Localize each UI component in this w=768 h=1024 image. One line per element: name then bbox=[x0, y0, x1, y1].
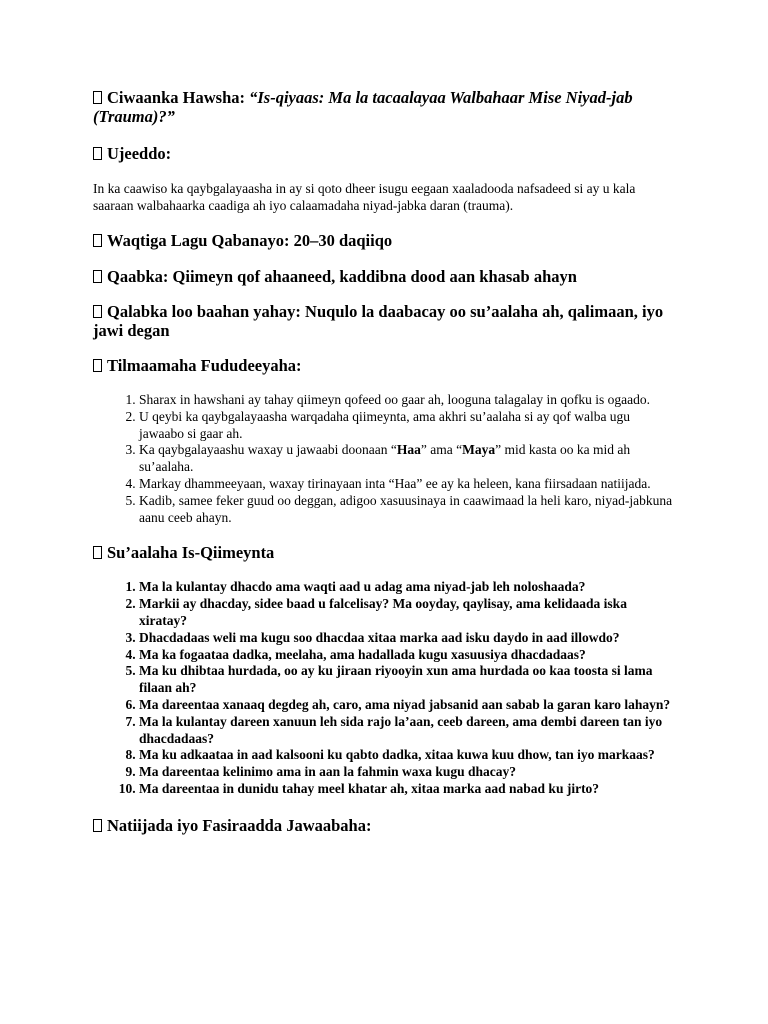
list-item: 5. Kadib, samee feker guud oo deggan, adigoo xasuusinaya in caawimaad la heli karo, niyad-jabkuna aanu ceeb ahayn. bbox=[139, 493, 676, 527]
type-heading: Qaabka: Qiimeyn qof ahaaneed, kaddibna dood aan khasab ahayn bbox=[93, 267, 676, 286]
results-heading: Natiijada iyo Fasiraadda Jawaabaha: bbox=[93, 816, 676, 835]
time-heading: Waqtiga Lagu Qabanayo: 20–30 daqiiqo bbox=[93, 231, 676, 250]
instructions-list bbox=[93, 392, 676, 526]
list-item: 4. Markay dhammeeyaan, waxay tirinayaan inta “Haa” ee ay ka heleen, kana fiirsadaan natiijada. bbox=[139, 476, 676, 493]
materials-heading: Qalabka loo baahan yahay: Nuqulo la daabacay oo su’aalaha ah, qalimaan, iyo jawi degan bbox=[93, 302, 664, 340]
activity-title-value: “Is-qiyaas: Ma la tacaalayaa Walbahaar Mise Niyad-jab (Trauma)?” bbox=[93, 88, 633, 126]
questions-heading: Su’aalaha Is-Qiimeynta bbox=[93, 543, 676, 562]
list-item: 2. Markii ay dhacday, sidee baad u falcelisay? Ma ooyday, qaylisay, ama kelidaada iska xiratay? bbox=[139, 596, 676, 630]
missing-glyph-icon bbox=[93, 234, 102, 247]
questions-list bbox=[93, 579, 676, 797]
missing-glyph-icon bbox=[93, 359, 102, 372]
list-item: 6. Ma dareentaa xanaaq degdeg ah, caro, ama niyad jabsanid aan sabab la garan karo lahayn? bbox=[139, 697, 676, 714]
list-item: 2. U qeybi ka qaybgalayaasha warqadaha qiimeynta, ama akhri su’aalaha si ay qof walba ugu jawaabo si gaar ah. bbox=[139, 409, 676, 443]
missing-glyph-icon bbox=[93, 270, 102, 283]
missing-glyph-icon bbox=[93, 546, 102, 559]
list-item: 10. Ma dareentaa in dunidu tahay meel khatar ah, xitaa marka aad nabad ku jirto? bbox=[139, 781, 676, 798]
missing-glyph-icon bbox=[93, 147, 102, 160]
list-item: 7. Ma la kulantay dareen xanuun leh sida rajo la’aan, ceeb dareen, ama dembi dareen tan iyo dhacdadaas? bbox=[139, 714, 676, 748]
objective-text: In ka caawiso ka qaybgalayaasha in ay si qoto dheer isugu eegaan xaaladooda nafsadeed si ay u kala saaraan walbahaarka caadiga ah iyo calaamadaha niyad-jabka daran (trauma). bbox=[93, 181, 636, 213]
list-item: 4. Ma ka fogaataa dadka, meelaha, ama hadallada kugu xasuusiya dhacdadaas? bbox=[139, 647, 676, 664]
list-item: 5. Ma ku dhibtaa hurdada, oo ay ku jiraan riyooyin xun ama hurdada oo kaa toosta si lama filaan ah? bbox=[139, 663, 676, 697]
activity-title: Ciwaanka Hawsha: “Is-qiyaas: Ma la tacaalayaa Walbahaar Mise Niyad-jab (Trauma)?” bbox=[93, 88, 633, 126]
missing-glyph-icon bbox=[93, 819, 102, 832]
objective-heading: Ujeeddo: bbox=[93, 144, 676, 163]
list-item: 9. Ma dareentaa kelinimo ama in aan la fahmin waxa kugu dhacay? bbox=[139, 764, 676, 781]
list-item: 3. Ka qaybgalayaashu waxay u jawaabi doonaan “Haa” ama “Maya” mid kasta oo ka mid ah su’aalaha. bbox=[139, 442, 676, 476]
list-item: 1. Sharax in hawshani ay tahay qiimeyn qofeed oo gaar ah, looguna talagalay in qofku is ogaado. bbox=[139, 392, 676, 409]
missing-glyph-icon bbox=[93, 91, 102, 104]
instructions-heading: Tilmaamaha Fududeeyaha: bbox=[93, 356, 676, 375]
list-item: 3. Dhacdadaas weli ma kugu soo dhacdaa xitaa marka aad isku daydo in aad illowdo? bbox=[139, 630, 676, 647]
missing-glyph-icon bbox=[93, 305, 102, 318]
list-item: 1. Ma la kulantay dhacdo ama waqti aad u adag ama niyad-jab leh noloshaada? bbox=[139, 579, 676, 596]
list-item: 8. Ma ku adkaataa in aad kalsooni ku qabto dadka, xitaa kuwa kuu dhow, tan iyo markaas? bbox=[139, 747, 676, 764]
